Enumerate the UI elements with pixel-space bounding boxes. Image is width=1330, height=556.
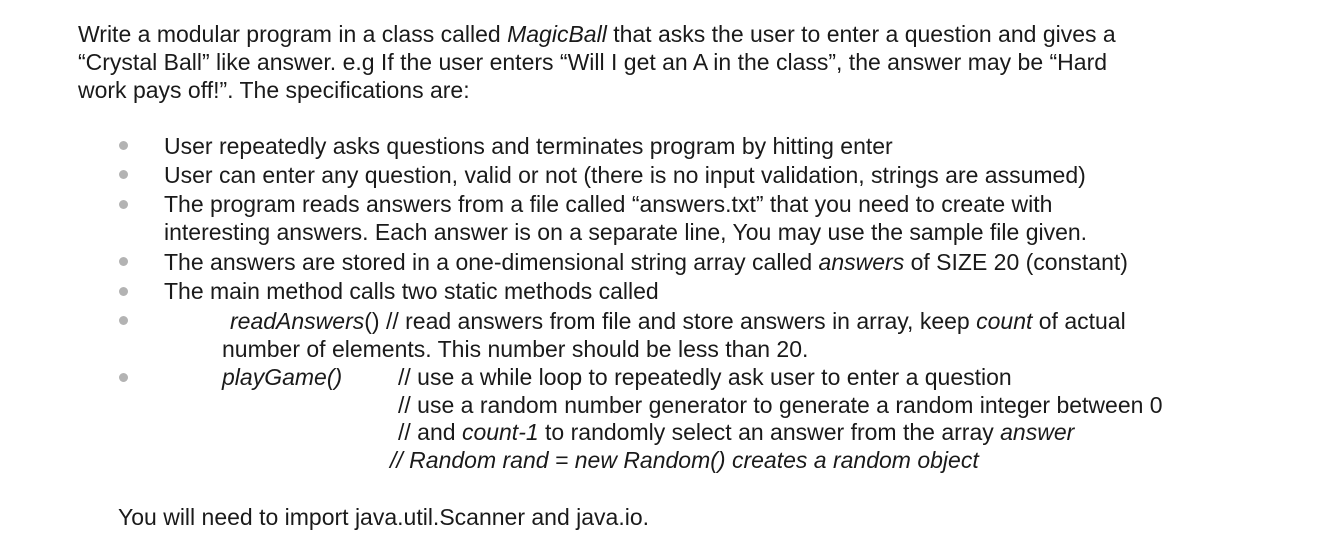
bullet-dot (119, 170, 128, 179)
bullet-text-2: User can enter any question, valid or not (there is no input validation, strings are assumed) (164, 162, 1086, 188)
bullet-text-6-line-2: number of elements. This number should be less than 20. (222, 336, 809, 362)
intro-line-2: “Crystal Ball” like answer. e.g If the user enters “Will I get an A in the class”, the answer may be “Hard (78, 49, 1108, 75)
footer-note: You will need to import java.util.Scanner and java.io. (118, 504, 650, 530)
intro-text: that asks the user to enter a question and gives a (606, 21, 1116, 47)
bullet-text-3-line-2: interesting answers. Each answer is on a separate line, You may use the sample file given. (164, 219, 1088, 245)
method-name: playGame (222, 364, 327, 390)
bullet-text: () // read answers from file and store answers in array, keep (364, 308, 977, 334)
comment-text: // Random rand = new Random() creates a random object (390, 447, 979, 473)
bullet-text: of actual (1032, 308, 1126, 334)
bullet-text-5: The main method calls two static methods called (164, 278, 659, 304)
bullet-dot (119, 373, 128, 382)
bullet-text-4 (164, 248, 1128, 276)
bullet-dot (119, 141, 128, 150)
variable-name: count (976, 308, 1033, 334)
array-name: answers (818, 249, 905, 275)
comment-line-2: // use a random number generator to generate a random integer between 0 (398, 392, 1163, 418)
bullet-dot (119, 316, 128, 325)
comment-line-1: // use a while loop to repeatedly ask user to enter a question (398, 364, 1012, 390)
bullet-text: of SIZE 20 (constant) (904, 249, 1128, 275)
comment-line-3 (398, 418, 1074, 446)
method-name: readAnswers (230, 308, 365, 334)
bullet-text-6-line-1 (230, 307, 1126, 335)
comment-text: to randomly select an answer from the array (538, 419, 1001, 445)
bullet-text-3-line-1: The program reads answers from a file called “answers.txt” that you need to create with (164, 191, 1053, 217)
class-name: MagicBall (507, 21, 607, 47)
comment-text: // and (398, 419, 462, 445)
intro-line-3: work pays off!”. The specifications are: (78, 77, 470, 103)
bullet-text-1: User repeatedly asks questions and terminates program by hitting enter (164, 133, 893, 159)
bullet-text: The answers are stored in a one-dimensional string array called (164, 249, 819, 275)
bullet-dot (119, 287, 128, 296)
bullet-dot (119, 200, 128, 209)
intro-line-1 (78, 20, 1116, 48)
bullet-dot (119, 257, 128, 266)
bullet-text-7-method (222, 363, 342, 391)
intro-text: Write a modular program in a class called (78, 21, 508, 47)
variable-name: count-1 (461, 419, 539, 445)
method-parens: () (326, 364, 343, 390)
comment-line-4 (390, 446, 979, 474)
array-name: answer (1000, 419, 1075, 445)
